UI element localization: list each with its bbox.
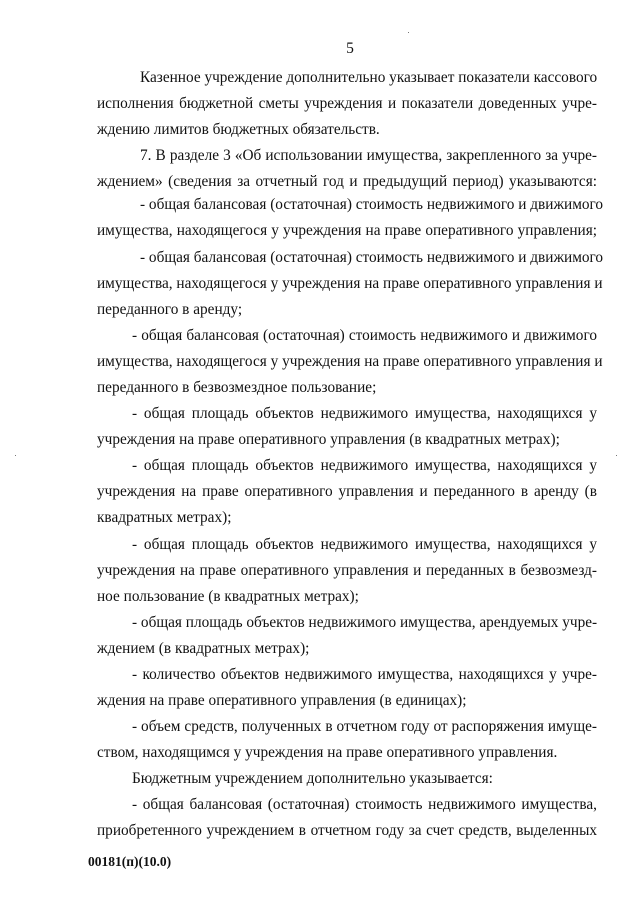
text-line: ное пользование (в квадратных метрах); bbox=[97, 588, 359, 605]
text-line: - общая балансовая (остаточная) стоимость недвижимого и движимого bbox=[132, 327, 597, 344]
text-line: приобретенного учреждением в отчетном году за счет средств, выделенных bbox=[97, 822, 597, 839]
text-line: исполнения бюджетной сметы учреждения и показатели доведенных учре- bbox=[97, 95, 597, 112]
text-line: ждением» (сведения за отчетный год и предыдущий период) указываются: bbox=[97, 173, 597, 190]
text-line: Казенное учреждение дополнительно указывает показатели кассового bbox=[140, 69, 598, 86]
text-line: - общая балансовая (остаточная) стоимость недвижимого и движимого bbox=[140, 196, 604, 213]
text-line: ждению лимитов бюджетных обязательств. bbox=[97, 121, 380, 138]
text-line: - общая площадь объектов недвижимого имущества, находящихся у bbox=[132, 457, 597, 474]
text-line: 7. В разделе 3 «Об использовании имущества, закрепленного за учре- bbox=[140, 147, 597, 164]
text-line: учреждения на праве оперативного управления и переданного в аренду (в bbox=[97, 483, 597, 500]
page-number: 5 bbox=[346, 40, 354, 57]
text-line: учреждения на праве оперативного управления (в квадратных метрах); bbox=[97, 431, 560, 448]
text-line: ждения на праве оперативного управления (в единицах); bbox=[97, 692, 467, 709]
text-line: переданного в безвозмездное пользование; bbox=[97, 379, 377, 396]
text-line: - общая балансовая (остаточная) стоимость недвижимого имущества, bbox=[132, 796, 597, 813]
text-line: имущества, находящегося у учреждения на праве оперативного управления и bbox=[97, 275, 603, 292]
scan-speck bbox=[15, 455, 16, 456]
text-line: - общая балансовая (остаточная) стоимость недвижимого и движимого bbox=[140, 249, 604, 266]
text-line: ством, находящимся у учреждения на праве оперативного управления. bbox=[97, 744, 558, 761]
scan-speck bbox=[616, 455, 617, 456]
text-line: имущества, находящегося у учреждения на праве оперативного управления и bbox=[97, 353, 603, 370]
text-line: квадратных метрах); bbox=[97, 509, 232, 526]
scan-speck bbox=[408, 32, 409, 33]
text-line: - общая площадь объектов недвижимого имущества, находящихся у bbox=[132, 536, 597, 553]
text-line: - объем средств, полученных в отчетном году от распоряжения имуще- bbox=[132, 718, 597, 735]
text-line: имущества, находящегося у учреждения на праве оперативного управления; bbox=[97, 222, 597, 239]
text-line: переданного в аренду; bbox=[97, 301, 243, 318]
text-line: учреждения на праве оперативного управления и переданных в безвозмезд- bbox=[97, 562, 597, 579]
text-line: - общая площадь объектов недвижимого имущества, находящихся у bbox=[132, 405, 597, 422]
text-line: Бюджетным учреждением дополнительно указывается: bbox=[132, 770, 493, 787]
document-code: 00181(п)(10.0) bbox=[88, 854, 172, 869]
text-line: - количество объектов недвижимого имущества, находящихся у учре- bbox=[132, 666, 597, 683]
text-line: ждением (в квадратных метрах); bbox=[97, 640, 310, 657]
text-line: - общая площадь объектов недвижимого имущества, арендуемых учре- bbox=[132, 614, 598, 631]
